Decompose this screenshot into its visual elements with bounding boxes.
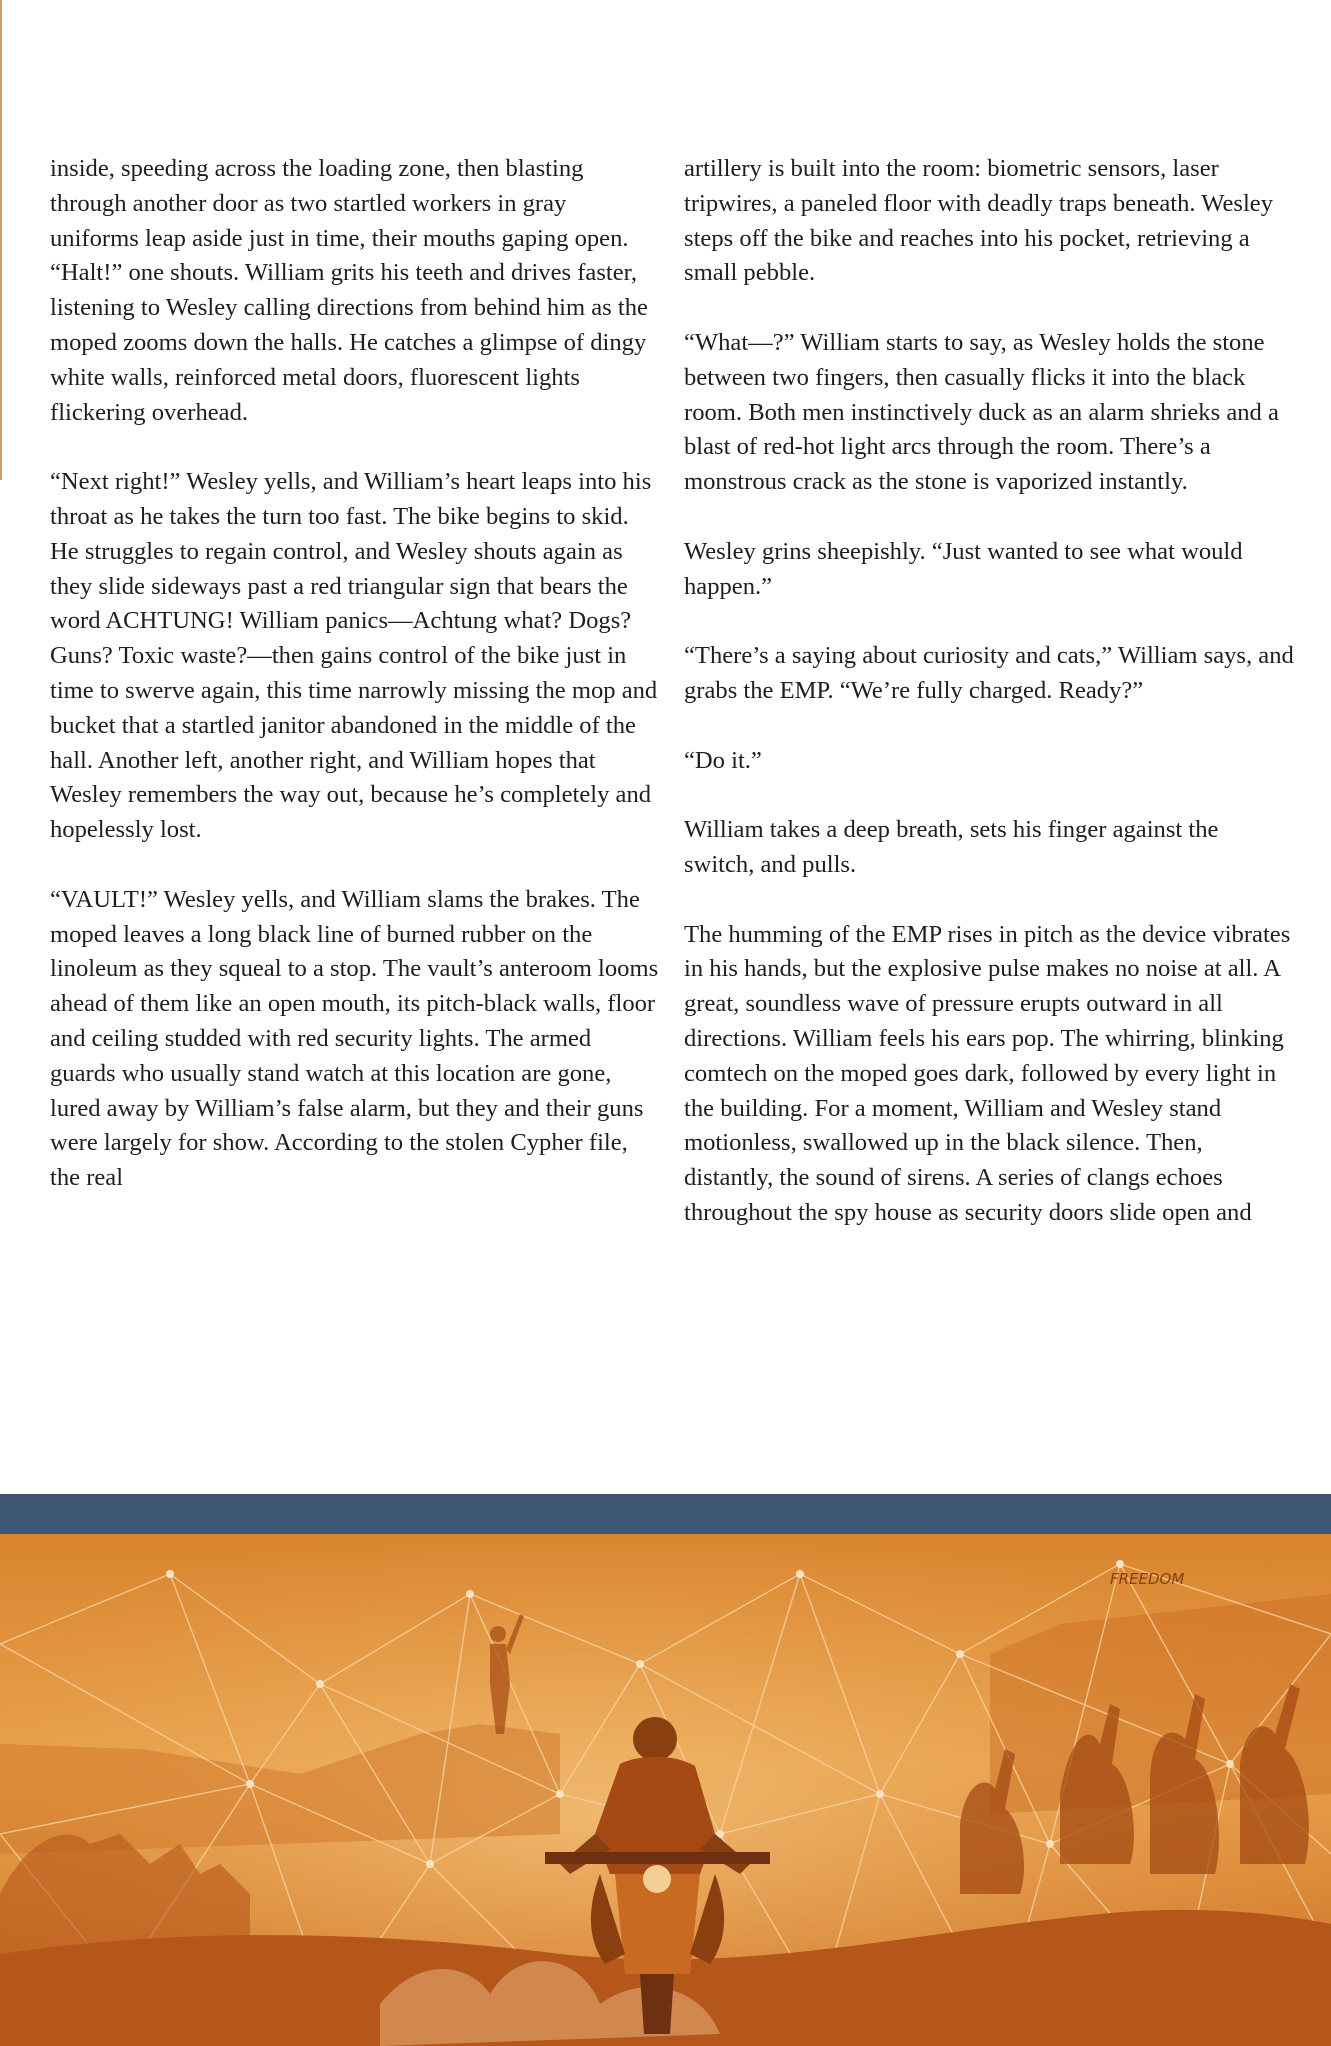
graffiti-text: FREEDOM — [1110, 1570, 1185, 1588]
right-paragraph-3: Wesley grins sheepishly. “Just wanted to see what would happen.” — [684, 537, 1243, 600]
right-paragraph-5: “Do it.” — [684, 746, 762, 774]
moped-illustration — [0, 1534, 1331, 2046]
left-paragraph-4: “VAULT!” Wesley yells, and William slams the brakes. The moped leaves a long black line of burned rubber on the linoleum as they squeal to a stop. The vault’s anteroom looms ahead of them like an open mouth, its pitch-black walls, floor and ceiling studded with red security lights. The armed guards who usually stand watch at this location are gone, lured away by William’s false alarm, but they and their guns were largely for show. According to the stolen Cypher file, the real — [50, 885, 659, 1192]
left-text-column — [50, 152, 660, 1196]
left-paragraph-3: “Next right!” Wesley yells, and William’s heart leaps into his throat as he takes the turn too fast. The bike begins to skid. He struggles to regain control, and Wesley shouts again as they slide sideways past a red triangular sign that bears the word ACHTUNG! William panics—Achtung what? Dogs? Guns? Toxic waste?—then gains control of the bike just in time to swerve again, this time narrowly missing the mop and bucket that a startled janitor abandoned in the middle of the hall. Another left, another right, and William hopes that Wesley remembers the way out, because he’s completely and hopelessly lost. — [50, 468, 658, 844]
right-paragraph-4: “There’s a saying about curiosity and cats,” William says, and grabs the EMP. “We’re fully charged. Ready?” — [684, 642, 1294, 704]
illustration-svg — [0, 1534, 1331, 2046]
left-paragraph-1: inside, speeding across the loading zone, then blasting through another door as two startled workers in gray uniforms leap aside just in time, their mouths gaping open. — [50, 155, 629, 252]
right-text-column — [684, 152, 1294, 1231]
right-paragraph-7: The humming of the EMP rises in pitch as the device vibrates in his hands, but the explosive pulse makes no noise at all. A great, soundless wave of pressure erupts outward in all directions. William feels his ears pop. The whirring, blinking comtech on the moped goes dark, followed by every light in the building. For a moment, William and Wesley stand motionless, swallowed up in the black silence. Then, distantly, the sound of sirens. A series of clangs echoes throughout the spy house as security doors slide open and — [684, 920, 1291, 1226]
decorative-band — [0, 1494, 1331, 1534]
right-paragraph-6: William takes a deep breath, sets his finger against the switch, and pulls. — [684, 816, 1219, 878]
page-edge-line — [0, 0, 2, 480]
left-paragraph-2: “Halt!” one shouts. William grits his teeth and drives faster, listening to Wesley calling directions from behind him as the moped zooms down the halls. He catches a glimpse of dingy white walls, reinforced metal doors, fluorescent lights flickering overhead. — [50, 259, 648, 426]
right-paragraph-1: artillery is built into the room: biometric sensors, laser tripwires, a paneled floor with deadly traps beneath. Wesley steps off the bike and reaches into his pocket, retrieving a small pebble. — [684, 155, 1273, 287]
right-paragraph-2: “What—?” William starts to say, as Wesley holds the stone between two fingers, then casually flicks it into the black room. Both men instinctively duck as an alarm shrieks and a blast of red-hot light arcs through the room. There’s a monstrous crack as the stone is vaporized instantly. — [684, 328, 1279, 496]
